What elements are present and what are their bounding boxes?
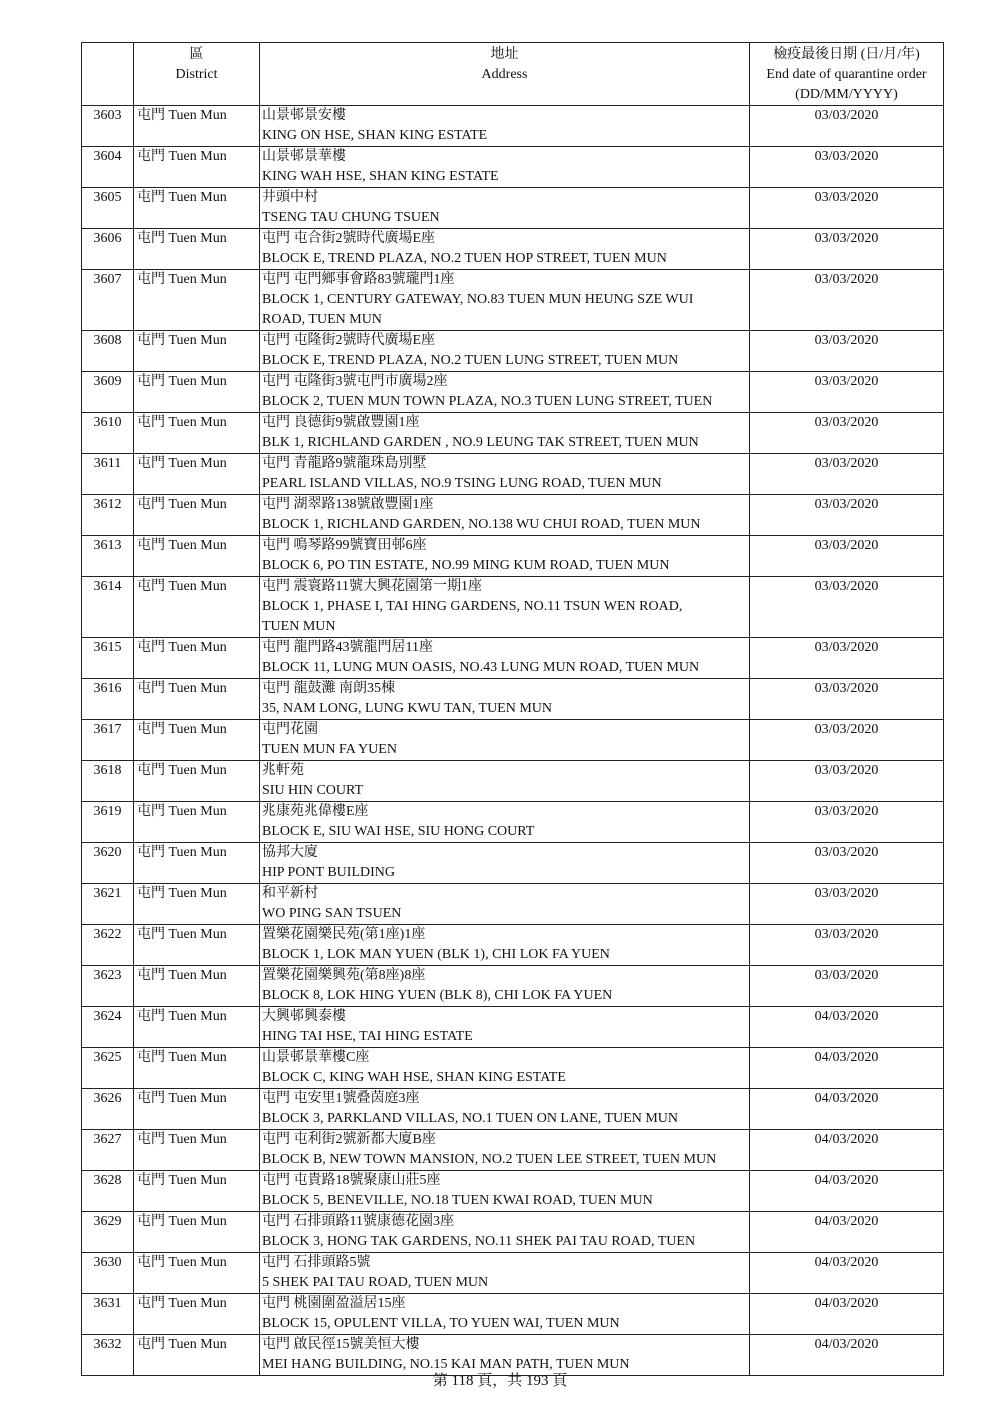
address-line: MEI HANG BUILDING, NO.15 KAI MAN PATH, TUEN MUN	[262, 1357, 630, 1372]
row-end-date: 03/03/2020	[750, 413, 944, 454]
row-address	[260, 1007, 750, 1048]
row-address	[260, 638, 750, 679]
table-row	[82, 1253, 944, 1294]
address-line: 屯門 青龍路9號龍珠島別墅	[262, 456, 427, 471]
table-row	[82, 925, 944, 966]
row-district: 屯門 Tuen Mun	[134, 720, 260, 761]
address-line: TUEN MUN	[262, 619, 336, 634]
row-number: 3611	[82, 454, 134, 495]
row-end-date: 04/03/2020	[750, 1130, 944, 1171]
row-district: 屯門 Tuen Mun	[134, 1171, 260, 1212]
row-district: 屯門 Tuen Mun	[134, 925, 260, 966]
table-row	[82, 188, 944, 229]
row-end-date: 03/03/2020	[750, 229, 944, 270]
row-address	[260, 1130, 750, 1171]
row-district: 屯門 Tuen Mun	[134, 1130, 260, 1171]
address-line: TSENG TAU CHUNG TSUEN	[262, 210, 440, 225]
table-row	[82, 884, 944, 925]
row-district: 屯門 Tuen Mun	[134, 495, 260, 536]
row-district: 屯門 Tuen Mun	[134, 638, 260, 679]
address-line: 5 SHEK PAI TAU ROAD, TUEN MUN	[262, 1275, 489, 1290]
row-address	[260, 1212, 750, 1253]
address-line: BLOCK E, SIU WAI HSE, SIU HONG COURT	[262, 824, 535, 839]
row-end-date: 03/03/2020	[750, 147, 944, 188]
table-row	[82, 106, 944, 147]
row-number: 3632	[82, 1335, 134, 1376]
address-line: 屯門 鳴琴路99號寶田邨6座	[262, 538, 427, 553]
row-address	[260, 1048, 750, 1089]
row-number: 3626	[82, 1089, 134, 1130]
row-address	[260, 720, 750, 761]
row-end-date: 04/03/2020	[750, 1048, 944, 1089]
table-row	[82, 679, 944, 720]
row-district: 屯門 Tuen Mun	[134, 802, 260, 843]
row-number: 3630	[82, 1253, 134, 1294]
table-row	[82, 454, 944, 495]
row-district: 屯門 Tuen Mun	[134, 1048, 260, 1089]
table-body	[82, 106, 944, 1376]
row-end-date: 03/03/2020	[750, 843, 944, 884]
table-row	[82, 761, 944, 802]
header-date	[750, 43, 944, 106]
table-row	[82, 1130, 944, 1171]
table-row	[82, 147, 944, 188]
address-line: BLOCK B, NEW TOWN MANSION, NO.2 TUEN LEE STREET, TUEN MUN	[262, 1152, 717, 1167]
address-line: BLOCK 8, LOK HING YUEN (BLK 8), CHI LOK FA YUEN	[262, 988, 613, 1003]
address-table	[81, 42, 944, 1376]
row-address	[260, 372, 750, 413]
row-address	[260, 884, 750, 925]
address-line: BLOCK 1, LOK MAN YUEN (BLK 1), CHI LOK FA YUEN	[262, 947, 610, 962]
row-number: 3615	[82, 638, 134, 679]
row-number: 3607	[82, 270, 134, 331]
row-number: 3606	[82, 229, 134, 270]
header-date-zh: 檢疫最後日期 (日/月/年)	[773, 47, 920, 62]
row-number: 3609	[82, 372, 134, 413]
row-number: 3622	[82, 925, 134, 966]
row-number: 3625	[82, 1048, 134, 1089]
header-address-en: Address	[481, 67, 528, 82]
row-address	[260, 1294, 750, 1335]
row-district: 屯門 Tuen Mun	[134, 536, 260, 577]
row-end-date: 03/03/2020	[750, 495, 944, 536]
row-end-date: 03/03/2020	[750, 577, 944, 638]
address-line: WO PING SAN TSUEN	[262, 906, 402, 921]
header-number	[82, 43, 134, 106]
row-address	[260, 679, 750, 720]
address-line: BLK 1, RICHLAND GARDEN , NO.9 LEUNG TAK STREET, TUEN MUN	[262, 435, 699, 450]
row-end-date: 04/03/2020	[750, 1335, 944, 1376]
address-line: KING ON HSE, SHAN KING ESTATE	[262, 128, 488, 143]
address-line: 協邦大廈	[262, 845, 318, 860]
row-number: 3618	[82, 761, 134, 802]
row-end-date: 04/03/2020	[750, 1294, 944, 1335]
table-row	[82, 1171, 944, 1212]
row-number: 3612	[82, 495, 134, 536]
address-line: BLOCK 1, CENTURY GATEWAY, NO.83 TUEN MUN HEUNG SZE WUI	[262, 292, 694, 307]
address-line: 屯門 屯隆街3號屯門市廣場2座	[262, 374, 448, 389]
row-number: 3614	[82, 577, 134, 638]
row-district: 屯門 Tuen Mun	[134, 679, 260, 720]
row-address	[260, 843, 750, 884]
address-line: SIU HIN COURT	[262, 783, 364, 798]
row-end-date: 03/03/2020	[750, 925, 944, 966]
row-number: 3619	[82, 802, 134, 843]
row-number: 3627	[82, 1130, 134, 1171]
row-number: 3624	[82, 1007, 134, 1048]
row-district: 屯門 Tuen Mun	[134, 331, 260, 372]
row-number: 3621	[82, 884, 134, 925]
row-address	[260, 495, 750, 536]
row-address	[260, 802, 750, 843]
row-number: 3610	[82, 413, 134, 454]
table-row	[82, 372, 944, 413]
row-number: 3623	[82, 966, 134, 1007]
row-district: 屯門 Tuen Mun	[134, 966, 260, 1007]
header-district	[134, 43, 260, 106]
row-district: 屯門 Tuen Mun	[134, 147, 260, 188]
address-line: BLOCK C, KING WAH HSE, SHAN KING ESTATE	[262, 1070, 566, 1085]
table-row	[82, 802, 944, 843]
address-line: 置樂花園樂民苑(第1座)1座	[262, 927, 426, 942]
row-end-date: 03/03/2020	[750, 802, 944, 843]
row-district: 屯門 Tuen Mun	[134, 454, 260, 495]
row-district: 屯門 Tuen Mun	[134, 843, 260, 884]
address-line: 屯門 屯安里1號叠茵庭3座	[262, 1091, 420, 1106]
address-line: 山景邨景華樓	[262, 149, 346, 164]
header-address	[260, 43, 750, 106]
row-district: 屯門 Tuen Mun	[134, 372, 260, 413]
row-end-date: 03/03/2020	[750, 106, 944, 147]
row-number: 3620	[82, 843, 134, 884]
address-line: HING TAI HSE, TAI HING ESTATE	[262, 1029, 473, 1044]
address-line: 屯門 石排頭路5號	[262, 1255, 371, 1270]
row-number: 3605	[82, 188, 134, 229]
address-line: BLOCK 1, RICHLAND GARDEN, NO.138 WU CHUI ROAD, TUEN MUN	[262, 517, 701, 532]
row-end-date: 04/03/2020	[750, 1007, 944, 1048]
row-address	[260, 536, 750, 577]
table-row	[82, 331, 944, 372]
table-row	[82, 229, 944, 270]
address-line: 屯門 石排頭路11號康德花園3座	[262, 1214, 454, 1229]
table-row	[82, 577, 944, 638]
row-address	[260, 106, 750, 147]
row-district: 屯門 Tuen Mun	[134, 106, 260, 147]
address-line: BLOCK 11, LUNG MUN OASIS, NO.43 LUNG MUN ROAD, TUEN MUN	[262, 660, 700, 675]
row-district: 屯門 Tuen Mun	[134, 1089, 260, 1130]
row-number: 3616	[82, 679, 134, 720]
row-end-date: 03/03/2020	[750, 536, 944, 577]
row-end-date: 03/03/2020	[750, 372, 944, 413]
address-line: 屯門 啟民徑15號美恒大樓	[262, 1337, 420, 1352]
address-line: 屯門 屯貴路18號聚康山莊5座	[262, 1173, 441, 1188]
row-district: 屯門 Tuen Mun	[134, 577, 260, 638]
table-header-row	[82, 43, 944, 106]
row-end-date: 04/03/2020	[750, 1171, 944, 1212]
row-district: 屯門 Tuen Mun	[134, 270, 260, 331]
table-row	[82, 1212, 944, 1253]
address-line: PEARL ISLAND VILLAS, NO.9 TSING LUNG ROAD, TUEN MUN	[262, 476, 662, 491]
address-line: KING WAH HSE, SHAN KING ESTATE	[262, 169, 499, 184]
row-number: 3631	[82, 1294, 134, 1335]
address-line: 屯門 桃園圍盈溢居15座	[262, 1296, 406, 1311]
address-line: ROAD, TUEN MUN	[262, 312, 382, 327]
page-footer: 第 118 頁，共 193 頁	[432, 1373, 568, 1389]
table-row	[82, 1089, 944, 1130]
row-district: 屯門 Tuen Mun	[134, 188, 260, 229]
row-address	[260, 188, 750, 229]
address-line: 屯門 震寰路11號大興花園第一期1座	[262, 579, 482, 594]
row-end-date: 03/03/2020	[750, 761, 944, 802]
row-district: 屯門 Tuen Mun	[134, 1253, 260, 1294]
address-line: 屯門 屯利街2號新都大廈B座	[262, 1132, 436, 1147]
address-line: 山景邨景安樓	[262, 108, 346, 123]
row-district: 屯門 Tuen Mun	[134, 1212, 260, 1253]
address-line: BLOCK 3, PARKLAND VILLAS, NO.1 TUEN ON LANE, TUEN MUN	[262, 1111, 678, 1126]
row-end-date: 03/03/2020	[750, 884, 944, 925]
address-line: 屯門 龍門路43號龍門居11座	[262, 640, 433, 655]
row-end-date: 04/03/2020	[750, 1253, 944, 1294]
address-line: BLOCK 6, PO TIN ESTATE, NO.99 MING KUM ROAD, TUEN MUN	[262, 558, 670, 573]
row-end-date: 03/03/2020	[750, 679, 944, 720]
table-row	[82, 638, 944, 679]
row-district: 屯門 Tuen Mun	[134, 1335, 260, 1376]
row-district: 屯門 Tuen Mun	[134, 884, 260, 925]
row-end-date: 03/03/2020	[750, 188, 944, 229]
row-number: 3628	[82, 1171, 134, 1212]
table-row	[82, 495, 944, 536]
row-address	[260, 270, 750, 331]
table-row	[82, 270, 944, 331]
address-line: BLOCK 3, HONG TAK GARDENS, NO.11 SHEK PAI TAU ROAD, TUEN	[262, 1234, 696, 1249]
row-number: 3617	[82, 720, 134, 761]
row-address	[260, 925, 750, 966]
table-row	[82, 1048, 944, 1089]
address-line: 屯門 屯隆街2號時代廣場E座	[262, 333, 436, 348]
quarantine-address-list	[81, 42, 943, 1376]
header-district-en: District	[175, 67, 218, 82]
row-end-date: 03/03/2020	[750, 331, 944, 372]
address-line: BLOCK 5, BENEVILLE, NO.18 TUEN KWAI ROAD, TUEN MUN	[262, 1193, 653, 1208]
address-line: 山景邨景華樓C座	[262, 1050, 370, 1065]
row-address	[260, 1171, 750, 1212]
row-address	[260, 966, 750, 1007]
row-end-date: 03/03/2020	[750, 638, 944, 679]
address-line: 置樂花園樂興苑(第8座)8座	[262, 968, 426, 983]
row-number: 3604	[82, 147, 134, 188]
address-line: BLOCK E, TREND PLAZA, NO.2 TUEN HOP STREET, TUEN MUN	[262, 251, 667, 266]
row-district: 屯門 Tuen Mun	[134, 1007, 260, 1048]
row-address	[260, 1253, 750, 1294]
table-row	[82, 413, 944, 454]
address-line: 屯門 良德街9號啟豐園1座	[262, 415, 420, 430]
table-row	[82, 1294, 944, 1335]
row-address	[260, 413, 750, 454]
header-address-zh: 地址	[490, 47, 519, 62]
header-date-en: End date of quarantine order	[766, 67, 927, 82]
address-line: 屯門 屯門鄉事會路83號瓏門1座	[262, 272, 455, 287]
address-line: BLOCK 2, TUEN MUN TOWN PLAZA, NO.3 TUEN LUNG STREET, TUEN	[262, 394, 713, 409]
row-address	[260, 147, 750, 188]
row-address	[260, 454, 750, 495]
address-line: 和平新村	[262, 886, 318, 901]
row-number: 3603	[82, 106, 134, 147]
row-district: 屯門 Tuen Mun	[134, 761, 260, 802]
row-number: 3608	[82, 331, 134, 372]
header-date-format: (DD/MM/YYYY)	[795, 87, 898, 102]
table-row	[82, 720, 944, 761]
address-line: 屯門花園	[262, 722, 318, 737]
row-end-date: 03/03/2020	[750, 270, 944, 331]
address-line: BLOCK 1, PHASE I, TAI HING GARDENS, NO.11 TSUN WEN ROAD,	[262, 599, 683, 614]
address-line: 屯門 屯合街2號時代廣場E座	[262, 231, 436, 246]
row-address	[260, 577, 750, 638]
row-end-date: 03/03/2020	[750, 454, 944, 495]
row-address	[260, 331, 750, 372]
table-row	[82, 966, 944, 1007]
address-line: 兆康苑兆偉樓E座	[262, 804, 369, 819]
row-end-date: 03/03/2020	[750, 966, 944, 1007]
address-line: 大興邨興泰樓	[262, 1009, 346, 1024]
address-line: TUEN MUN FA YUEN	[262, 742, 397, 757]
address-line: BLOCK E, TREND PLAZA, NO.2 TUEN LUNG STREET, TUEN MUN	[262, 353, 679, 368]
row-end-date: 03/03/2020	[750, 720, 944, 761]
row-number: 3613	[82, 536, 134, 577]
row-district: 屯門 Tuen Mun	[134, 413, 260, 454]
table-row	[82, 1007, 944, 1048]
row-district: 屯門 Tuen Mun	[134, 229, 260, 270]
header-district-zh: 區	[189, 47, 204, 62]
address-line: 35, NAM LONG, LUNG KWU TAN, TUEN MUN	[262, 701, 553, 716]
address-line: 兆軒苑	[262, 763, 304, 778]
row-address	[260, 1089, 750, 1130]
row-end-date: 04/03/2020	[750, 1212, 944, 1253]
row-address	[260, 229, 750, 270]
address-line: 屯門 龍鼓灘 南朗35棟	[262, 681, 395, 696]
row-end-date: 04/03/2020	[750, 1089, 944, 1130]
table-row	[82, 843, 944, 884]
address-line: 屯門 湖翠路138號啟豐園1座	[262, 497, 434, 512]
address-line: 井頭中村	[262, 190, 318, 205]
address-line: HIP PONT BUILDING	[262, 865, 395, 880]
row-district: 屯門 Tuen Mun	[134, 1294, 260, 1335]
table-row	[82, 536, 944, 577]
row-address	[260, 761, 750, 802]
row-number: 3629	[82, 1212, 134, 1253]
address-line: BLOCK 15, OPULENT VILLA, TO YUEN WAI, TUEN MUN	[262, 1316, 620, 1331]
